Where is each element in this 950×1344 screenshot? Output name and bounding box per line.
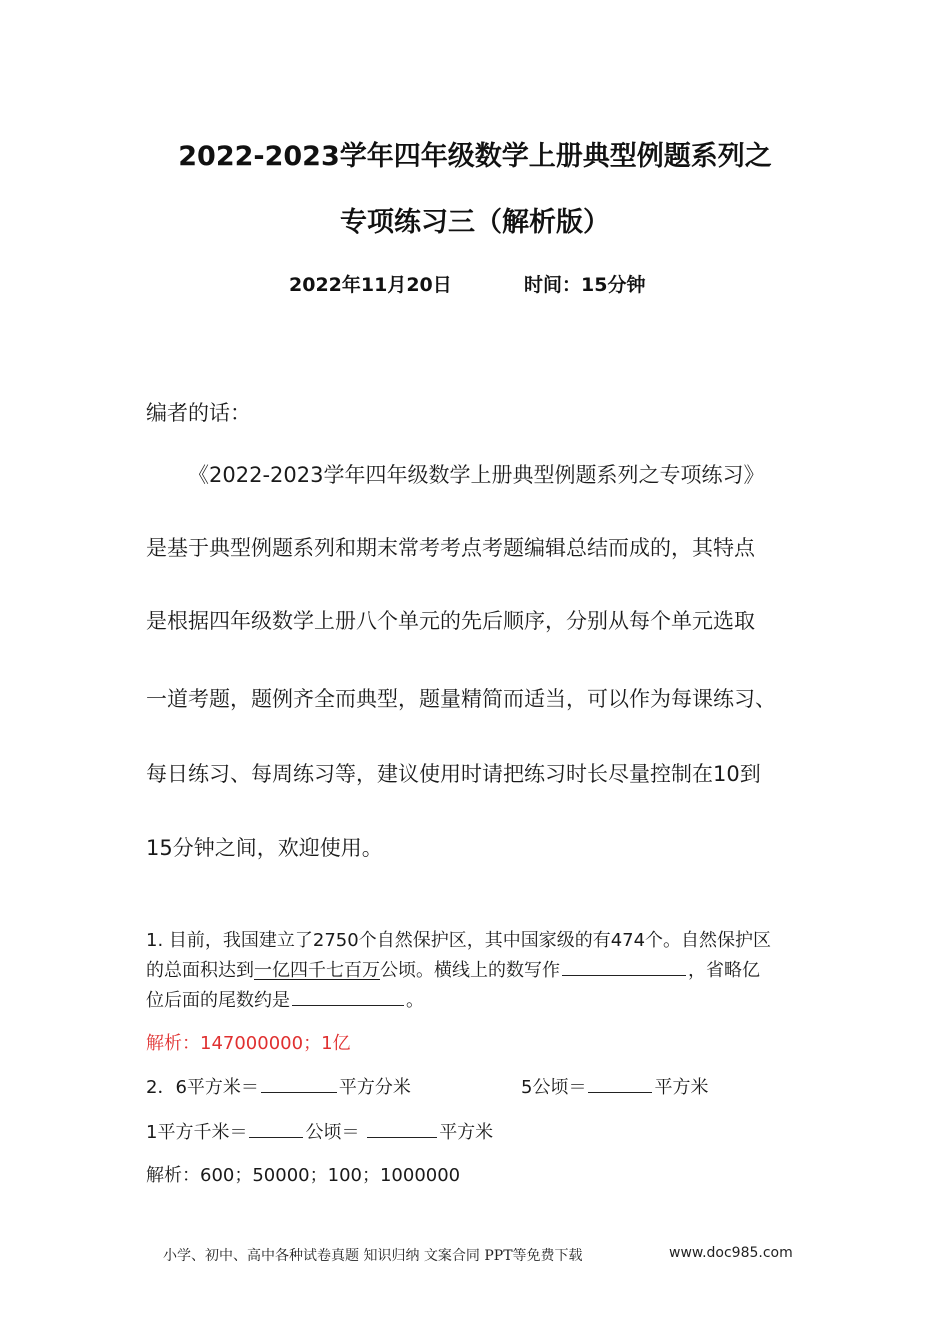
question-1-text: 。 — [406, 990, 424, 1011]
preface-line: 《2022-2023学年四年级数学上册典型例题系列之专项练习》 — [188, 463, 765, 487]
date-label: 2022年11月20日 — [289, 274, 452, 296]
preface-line: 一道考题，题例齐全而典型，题量精简而适当，可以作为每课练习、 — [146, 687, 776, 711]
question-2-text: 2．6平方米＝ — [146, 1077, 259, 1098]
question-1-text: 公顷。横线上的数写作 — [380, 960, 560, 981]
question-2-part1 — [146, 1073, 411, 1099]
question-2-text: 平方分米 — [338, 1077, 411, 1098]
document-title-line2: 专项练习三（解析版） — [340, 207, 610, 238]
question-1-answer: 解析：147000000；1亿 — [146, 1033, 351, 1054]
document-title-line1: 2022-2023学年四年级数学上册典型例题系列之 — [178, 141, 772, 172]
question-2-text: 平方米 — [439, 1122, 494, 1143]
preface-heading: 编者的话： — [146, 401, 251, 425]
footer-url-link[interactable]: www.doc985.com — [669, 1245, 793, 1261]
question-1-line3 — [146, 986, 424, 1012]
question-2-answer: 解析：600；50000；100；1000000 — [146, 1165, 461, 1186]
preface-line: 是根据四年级数学上册八个单元的先后顺序，分别从每个单元选取 — [146, 609, 755, 633]
question-1-line2 — [146, 956, 760, 982]
answer-blank[interactable] — [249, 1119, 303, 1138]
question-1-text: 的总面积达到 — [146, 960, 254, 981]
question-1-text: ，省略亿 — [688, 960, 760, 981]
question-2-text: 平方米 — [654, 1077, 709, 1098]
preface-line: 15分钟之间，欢迎使用。 — [146, 836, 383, 860]
question-2-text: 5公顷＝ — [521, 1077, 587, 1098]
question-2-text: 1平方千米＝ — [146, 1122, 248, 1143]
answer-blank[interactable] — [367, 1119, 437, 1138]
footer-text: 小学、初中、高中各种试卷真题 知识归纳 文案合同 PPT等免费下载 — [163, 1248, 583, 1264]
underlined-number-words: 一亿四千七百万 — [254, 960, 380, 981]
question-2-part2 — [521, 1073, 708, 1099]
question-1-text: 位后面的尾数约是 — [146, 990, 290, 1011]
preface-line: 每日练习、每周练习等，建议使用时请把练习时长尽量控制在10到 — [146, 762, 761, 786]
question-1-line1: 1. 目前，我国建立了2750个自然保护区，其中国家级的有474个。自然保护区 — [146, 930, 772, 951]
preface-line: 是基于典型例题系列和期末常考考点考题编辑总结而成的，其特点 — [146, 536, 755, 560]
answer-blank[interactable] — [261, 1074, 337, 1093]
question-2-line2 — [146, 1118, 493, 1144]
question-2-text: 公顷＝ — [305, 1122, 360, 1143]
answer-blank[interactable] — [562, 957, 686, 976]
answer-blank[interactable] — [588, 1074, 652, 1093]
time-label: 时间：15分钟 — [524, 274, 646, 296]
answer-blank[interactable] — [292, 987, 404, 1006]
